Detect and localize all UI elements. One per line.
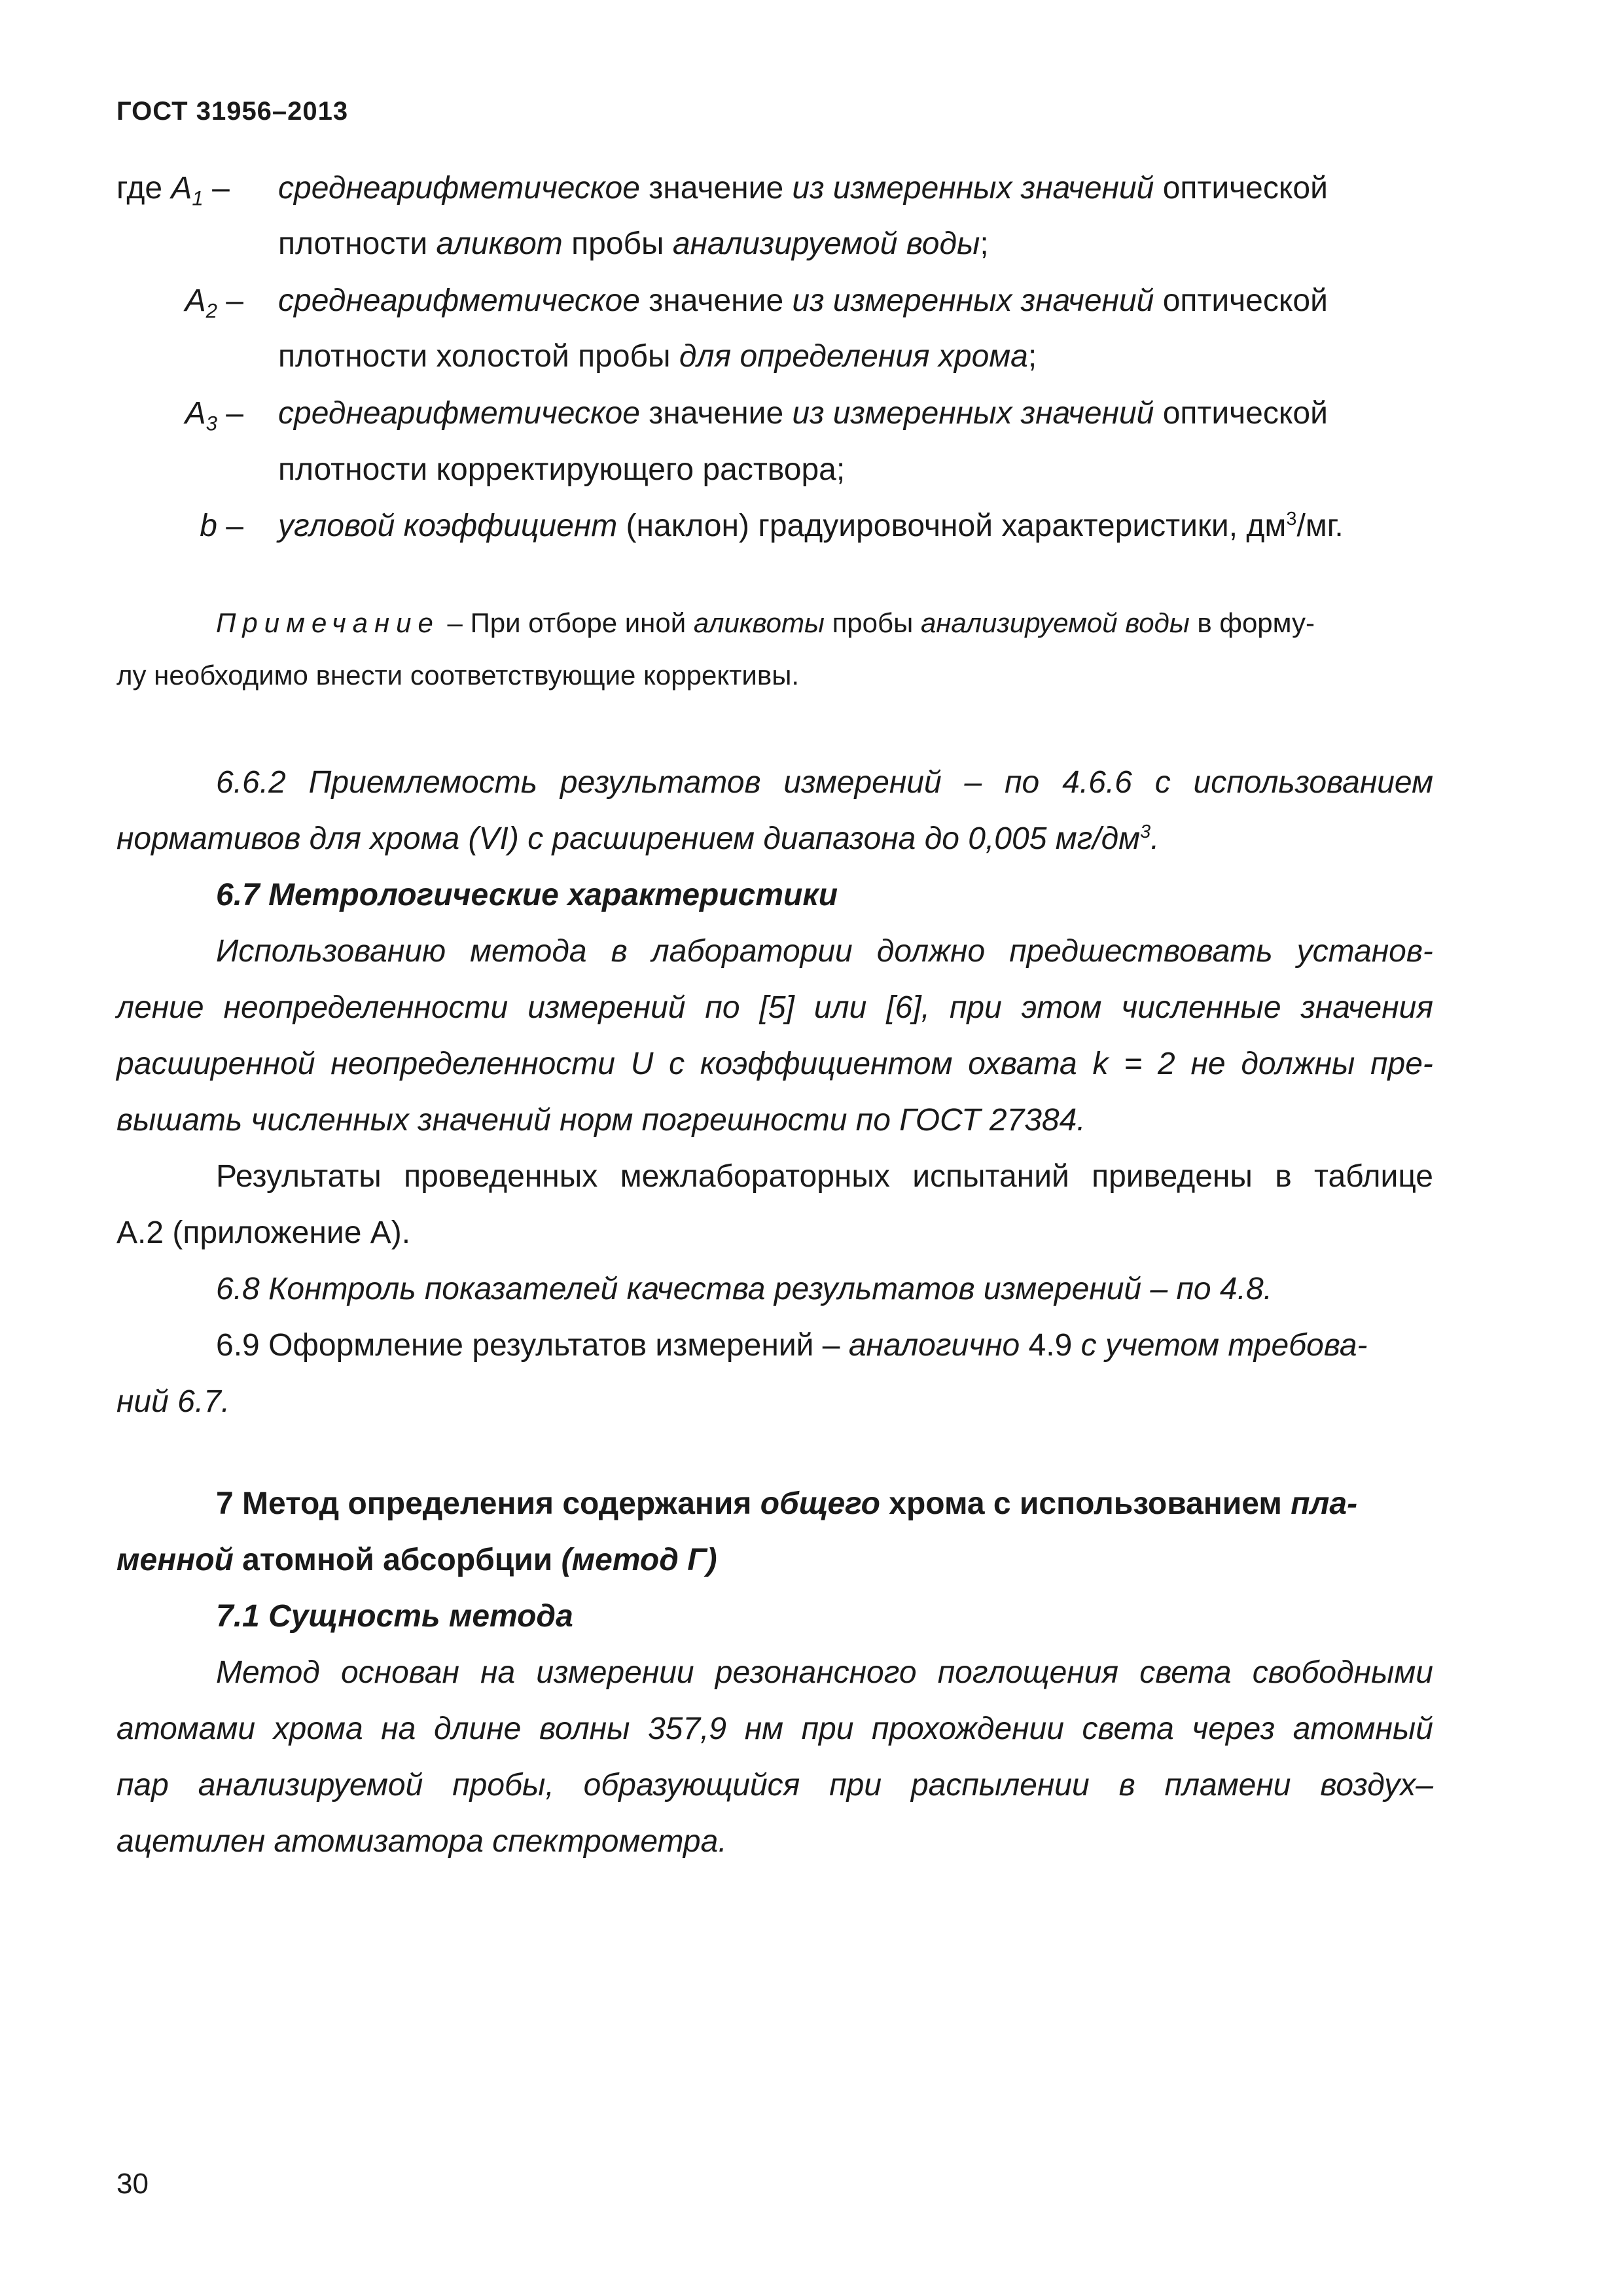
- word: основан: [340, 1655, 459, 1690]
- clause-7-1-line4: ацетилен атомизатора спектрометра.: [116, 1824, 727, 1859]
- word: численные: [1121, 990, 1281, 1025]
- word: в: [1118, 1768, 1135, 1803]
- word: на: [480, 1655, 516, 1690]
- word: результатов: [560, 765, 761, 800]
- word: в: [611, 934, 628, 969]
- word: длине: [433, 1712, 522, 1746]
- word: приведены: [1092, 1159, 1253, 1194]
- clause-6-7-para-line4: вышать численных значений норм погрешности по ГОСТ 27384.: [116, 1103, 1086, 1138]
- word: =: [1124, 1047, 1143, 1081]
- word: 357,9: [647, 1712, 727, 1746]
- word: света: [1082, 1712, 1174, 1746]
- word: света: [1139, 1655, 1232, 1690]
- word: нм: [744, 1712, 784, 1746]
- word: [6],: [886, 990, 930, 1025]
- word: неопределенности: [223, 990, 508, 1025]
- clause-7-1-line2: [116, 1710, 1433, 1749]
- legend-a2-line1: среднеарифметическое значение из измеренных значений оптической: [278, 283, 1328, 318]
- word: хрома: [273, 1712, 363, 1746]
- word: пре-: [1370, 1047, 1433, 1081]
- word: при: [801, 1712, 854, 1746]
- word: поглощения: [937, 1655, 1119, 1690]
- clause-6-6-2-line2: нормативов для хрома (VI) с расширением диапазона до 0,005 $мг/дм^3$.: [116, 821, 1160, 856]
- legend-a1-line1: среднеарифметическое значение из измеренных значений оптической: [278, 171, 1328, 206]
- clause-6-6-2-line1: [216, 763, 1433, 802]
- word: ление: [116, 990, 204, 1025]
- word: должно: [876, 934, 986, 969]
- clause-6-9-line1: 6.9 Оформление результатов измерений – аналогично 4.9 с учетом требова-: [216, 1328, 1368, 1363]
- word: предшествовать: [1009, 934, 1273, 969]
- clause-6-7-heading: 6.7 Метрологические характеристики: [216, 878, 838, 912]
- clause-6-8: 6.8 Контроль показателей качества результатов измерений – по 4.8.: [216, 1272, 1272, 1306]
- legend-a3-label: $A_3$ –: [185, 396, 243, 435]
- word: измерений: [783, 765, 942, 800]
- word: неопределенности: [330, 1047, 615, 1081]
- word: 4.6.6: [1062, 765, 1132, 800]
- word: измерении: [536, 1655, 694, 1690]
- word: 6.6.2: [216, 765, 286, 800]
- word: значения: [1300, 990, 1433, 1025]
- clause-6-7-para-line1: [216, 932, 1433, 971]
- word: пробы,: [452, 1768, 554, 1803]
- word: распылении: [910, 1768, 1090, 1803]
- note-line2: лу необходимо внести соответствующие коррективы.: [116, 660, 800, 691]
- word: при: [829, 1768, 882, 1803]
- legend-a3-line1: среднеарифметическое значение из измеренных значений оптической: [278, 396, 1328, 431]
- results-line1: [216, 1157, 1433, 1196]
- clause-6-9-line2: ний 6.7.: [116, 1384, 230, 1419]
- clause-7-1-line3: [116, 1766, 1433, 1805]
- word: атомный: [1293, 1712, 1433, 1746]
- word: Результаты: [216, 1159, 382, 1194]
- word: коэффициентом: [700, 1047, 953, 1081]
- word: через: [1192, 1712, 1275, 1746]
- word: охвата: [968, 1047, 1077, 1081]
- word: этом: [1021, 990, 1102, 1025]
- clause-7-1-heading: 7.1 Сущность метода: [216, 1599, 573, 1634]
- word: таблице: [1314, 1159, 1433, 1194]
- note-label: Примечание: [216, 607, 440, 638]
- word: с: [669, 1047, 685, 1081]
- word: 2: [1158, 1047, 1175, 1081]
- word: в: [1275, 1159, 1292, 1194]
- word: Приемлемость: [308, 765, 537, 800]
- clause-6-7-para-line3: [116, 1045, 1433, 1084]
- legend-b-line: угловой коэффициент (наклон) градуировочной характеристики, $дм^3/мг$.: [278, 509, 1344, 543]
- word: воздух–: [1320, 1768, 1433, 1803]
- word: проведенных: [404, 1159, 598, 1194]
- standard-header: ГОСТ 31956–2013: [116, 97, 349, 126]
- word: использованием: [1193, 765, 1433, 800]
- word: –: [964, 765, 982, 800]
- word: должны: [1241, 1047, 1355, 1081]
- word: анализируемой: [198, 1768, 423, 1803]
- legend-a2-label: $A_2$ –: [185, 283, 243, 323]
- word: U: [630, 1047, 654, 1081]
- note-line1: Примечание – При отборе иной аликвоты пробы анализируемой воды в форму-: [216, 607, 1315, 638]
- section-7-heading-line2: менной атомной абсорбции (метод Г): [116, 1543, 717, 1577]
- legend-b-label: b –: [200, 509, 243, 543]
- var-a1: $A_1$: [171, 171, 204, 210]
- word: установ-: [1296, 934, 1433, 969]
- page-number: 30: [116, 2168, 149, 2200]
- word: по: [705, 990, 740, 1025]
- word: Использованию: [216, 934, 446, 969]
- word: прохождении: [872, 1712, 1064, 1746]
- word: пар: [116, 1768, 169, 1803]
- word: волны: [539, 1712, 630, 1746]
- word: не: [1190, 1047, 1226, 1081]
- word: резонансного: [715, 1655, 917, 1690]
- word: лаборатории: [651, 934, 853, 969]
- word: при: [949, 990, 1002, 1025]
- legend-a2-line2: плотности холостой пробы для определения хрома;: [278, 339, 1037, 374]
- legend-where: где $A_1$ –: [116, 171, 230, 210]
- legend-a3-line2: плотности корректирующего раствора;: [278, 452, 846, 487]
- results-line2: А.2 (приложение А).: [116, 1215, 411, 1250]
- clause-6-7-para-line2: [116, 988, 1433, 1028]
- section-7-heading-line1: 7 Метод определения содержания общего хрома с использованием пла-: [216, 1486, 1358, 1521]
- word: с: [1154, 765, 1171, 800]
- word: или: [813, 990, 867, 1025]
- word: по: [1005, 765, 1040, 800]
- legend-a1-line2: плотности аликвот пробы анализируемой воды;: [278, 226, 989, 261]
- word: на: [381, 1712, 416, 1746]
- word: k: [1092, 1047, 1109, 1081]
- word: пламени: [1164, 1768, 1291, 1803]
- word: метода: [470, 934, 587, 969]
- word: межлабораторных: [620, 1159, 890, 1194]
- word: Метод: [216, 1655, 320, 1690]
- word: измерений: [527, 990, 686, 1025]
- word: свободными: [1252, 1655, 1433, 1690]
- clause-7-1-line1: [216, 1653, 1433, 1693]
- word: образующийся: [583, 1768, 800, 1803]
- word: расширенной: [116, 1047, 315, 1081]
- word: [5]: [759, 990, 794, 1025]
- word: атомами: [116, 1712, 256, 1746]
- word: испытаний: [912, 1159, 1069, 1194]
